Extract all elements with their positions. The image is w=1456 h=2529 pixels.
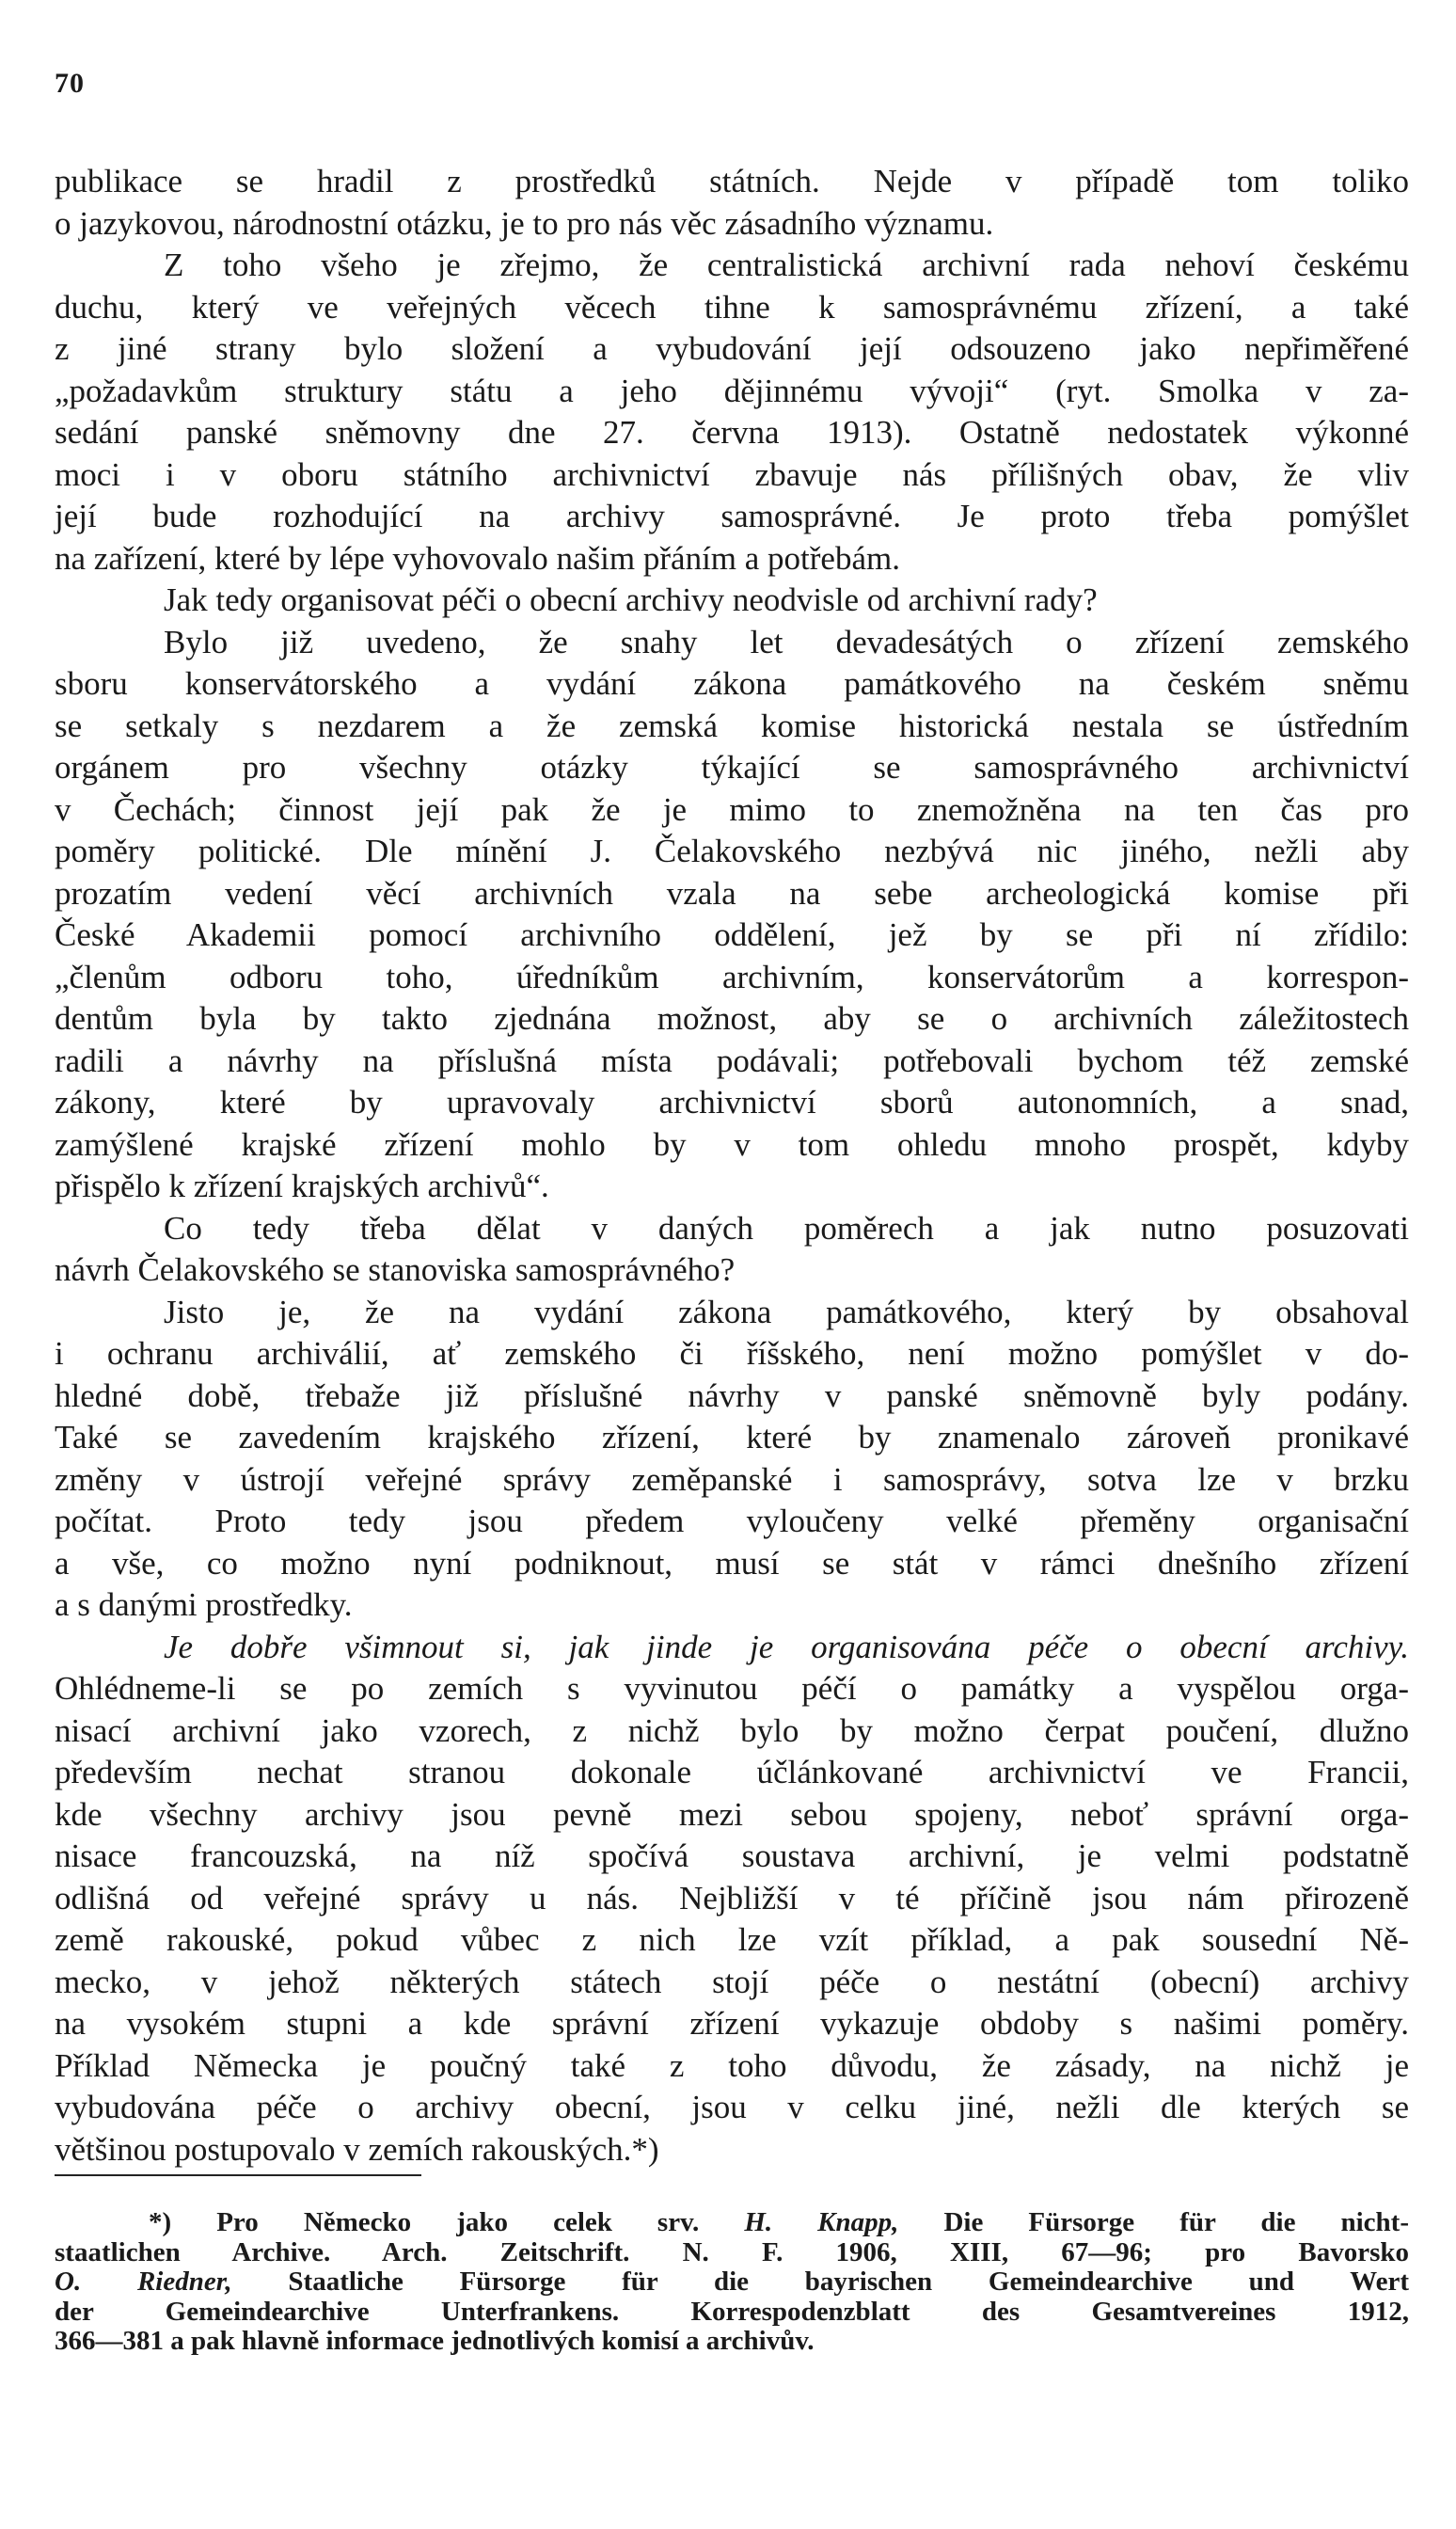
text-line: nisací archivní jako vzorech, z nichž bylo by možno čerpat poučení, dlužno: [55, 1711, 1409, 1749]
text-line: mecko, v jehož některých státech stojí péče o nestátní (obecní) archivy: [55, 1963, 1409, 2000]
text-line: zamýšlené krajské zřízení mohlo by v tom ohledu mnoho prospět, kdyby: [55, 1125, 1409, 1163]
text-line: orgánem pro všechny otázky týkající se samosprávného archivnictví: [55, 749, 1409, 786]
text-line: Ohlédneme-li se po zemích s vyvinutou péčí o památky a vyspělou orga-: [55, 1670, 1409, 1707]
text-line: přispělo k zřízení krajských archivů“.: [55, 1168, 549, 1204]
text-line: o jazykovou, národnostní otázku, je to pro nás věc zásadního významu.: [55, 204, 994, 242]
text-line: v Čechách; činnost její pak že je mimo to znemožněna na ten čas pro: [55, 790, 1409, 828]
footnote: [55, 2208, 1409, 2357]
text-line: duchu, který ve veřejných věcech tihne k samosprávnému zřízení, a také: [55, 288, 1409, 326]
text-line: na vysokém stupni a kde správní zřízení vykazuje obdoby s našimi poměry.: [55, 2005, 1409, 2042]
text-line: Z toho všeho je zřejmo, že centralistická archivní rada nehoví českému: [164, 247, 1409, 283]
footnote-line: [55, 2267, 1409, 2298]
text-line: moci i v oboru státního archivnictví zbavuje nás přílišných obav, že vliv: [55, 455, 1409, 493]
body-text: [55, 161, 1409, 2171]
footnote-line: 366—381 a pak hlavně informace jednotlivých komisí a archivův.: [55, 2326, 815, 2356]
text-line: počítat. Proto tedy jsou předem vyloučeny velké přeměny organisační: [55, 1503, 1409, 1539]
footnote-line: der Gemeindearchive Unterfrankens. Korrespodenzblatt des Gesamtvereines 1912,: [55, 2296, 1409, 2327]
text-line: země rakouské, pokud vůbec z nich lze vzít příklad, a pak sousední Ně-: [55, 1921, 1409, 1958]
footnote-author: O. Riedner,: [55, 2267, 232, 2297]
text-line: a s danými prostředky.: [55, 1586, 353, 1623]
text-line: České Akademii pomocí archivního oddělení, jež by se při ní zřídilo:: [55, 916, 1409, 953]
text-line: poměry politické. Dle mínění J. Čelakovského nezbývá nic jiného, nežli aby: [55, 833, 1409, 869]
footnote-text: Die Fürsorge für die nicht-: [898, 2207, 1409, 2237]
text-line: vybudována péče o archivy obecní, jsou v celku jiné, nežli dle kterých se: [55, 2089, 1409, 2125]
text-line: kde všechny archivy jsou pevně mezi sebou spojeny, neboť správní orga-: [55, 1795, 1409, 1833]
text-line: dentům byla by takto zjednána možnost, aby se o archivních záležitostech: [55, 1000, 1409, 1037]
text-line: sedání panské sněmovny dne 27. června 1913). Ostatně nedostatek výkonné: [55, 414, 1409, 451]
footnote-line: [55, 2208, 1409, 2238]
text-line: z jiné strany bylo složení a vybudování její odsouzeno jako nepřiměřené: [55, 330, 1409, 367]
footnote-author: H. Knapp,: [744, 2207, 899, 2237]
text-line: a vše, co možno nyní podniknout, musí se stát v rámci dnešního zřízení: [55, 1544, 1409, 1582]
text-line: její bude rozhodující na archivy samosprávné. Je proto třeba pomýšlet: [55, 498, 1409, 534]
text-line: nisace francouzská, na níž spočívá soustava archivní, je velmi podstatně: [55, 1837, 1409, 1874]
footnote-text: *) Pro Německo jako celek srv.: [149, 2207, 745, 2237]
text-line: Jisto je, že na vydání zákona památkového, který by obsahoval: [164, 1293, 1409, 1330]
text-line: Co tedy třeba dělat v daných poměrech a jak nutno posuzovati: [164, 1209, 1409, 1247]
text-line: především nechat stranou dokonale účlánkované archivnictví ve Francii,: [55, 1754, 1409, 1790]
text-line: prozatím vedení věcí archivních vzala na sebe archeologická komise při: [55, 874, 1409, 912]
text-line: „požadavkům struktury státu a jeho dějinnému vývoji“ (ryt. Smolka v za-: [55, 372, 1409, 409]
text-line: radili a návrhy na příslušná místa podávali; potřebovali bychom též zemské: [55, 1042, 1409, 1079]
footnote-line: staatlichen Archive. Arch. Zeitschrift. N. F. 1906, XIII, 67—96; pro Bavorsko: [55, 2236, 1409, 2267]
text-line-italic: Je dobře všimnout si, jak jinde je organisována péče o obecní archivy.: [164, 1628, 1409, 1665]
footnote-separator: [55, 2174, 421, 2176]
text-line: Bylo již uvedeno, že snahy let devadesátých o zřízení zemského: [164, 623, 1409, 660]
page-number: 70: [55, 68, 85, 99]
text-line: návrh Čelakovského se stanoviska samosprávného?: [55, 1251, 736, 1288]
text-line: sboru konservátorského a vydání zákona památkového na českém sněmu: [55, 665, 1409, 702]
text-line: změny v ústrojí veřejné správy zeměpanské i samosprávy, sotva lze v brzku: [55, 1460, 1409, 1498]
text-line: Jak tedy organisovat péči o obecní archivy neodvisle od archivní rady?: [164, 581, 1098, 618]
text-line: publikace se hradil z prostředků státních. Nejde v případě tom toliko: [55, 163, 1409, 199]
text-line: „členům odboru toho, úředníkům archivním, konservátorům a korrespon-: [55, 958, 1409, 995]
text-line: se setkaly s nezdarem a že zemská komise historická nestala se ústředním: [55, 707, 1409, 744]
text-line: Příklad Německa je poučný také z toho důvodu, že zásady, na nichž je: [55, 2046, 1409, 2084]
text-line: většinou postupovalo v zemích rakouských.*): [55, 2130, 659, 2168]
text-line: hledné době, třebaže již příslušné návrhy v panské sněmovně byly podány.: [55, 1376, 1409, 1414]
text-line: i ochranu archiválií, ať zemského či říšského, není možno pomýšlet v do-: [55, 1335, 1409, 1372]
text-line: zákony, které by upravovaly archivnictví sborů autonomních, a snad,: [55, 1084, 1409, 1121]
text-line: Také se zavedením krajského zřízení, které by znamenalo zároveň pronikavé: [55, 1419, 1409, 1455]
footnote-text: Staatliche Fürsorge für die bayrischen Gemeindearchive und Wert: [231, 2267, 1409, 2297]
text-line: na zařízení, které by lépe vyhovovalo našim přáním a potřebám.: [55, 539, 900, 577]
text-line: odlišná od veřejné správy u nás. Nejbližší v té příčině jsou nám přirozeně: [55, 1879, 1409, 1917]
